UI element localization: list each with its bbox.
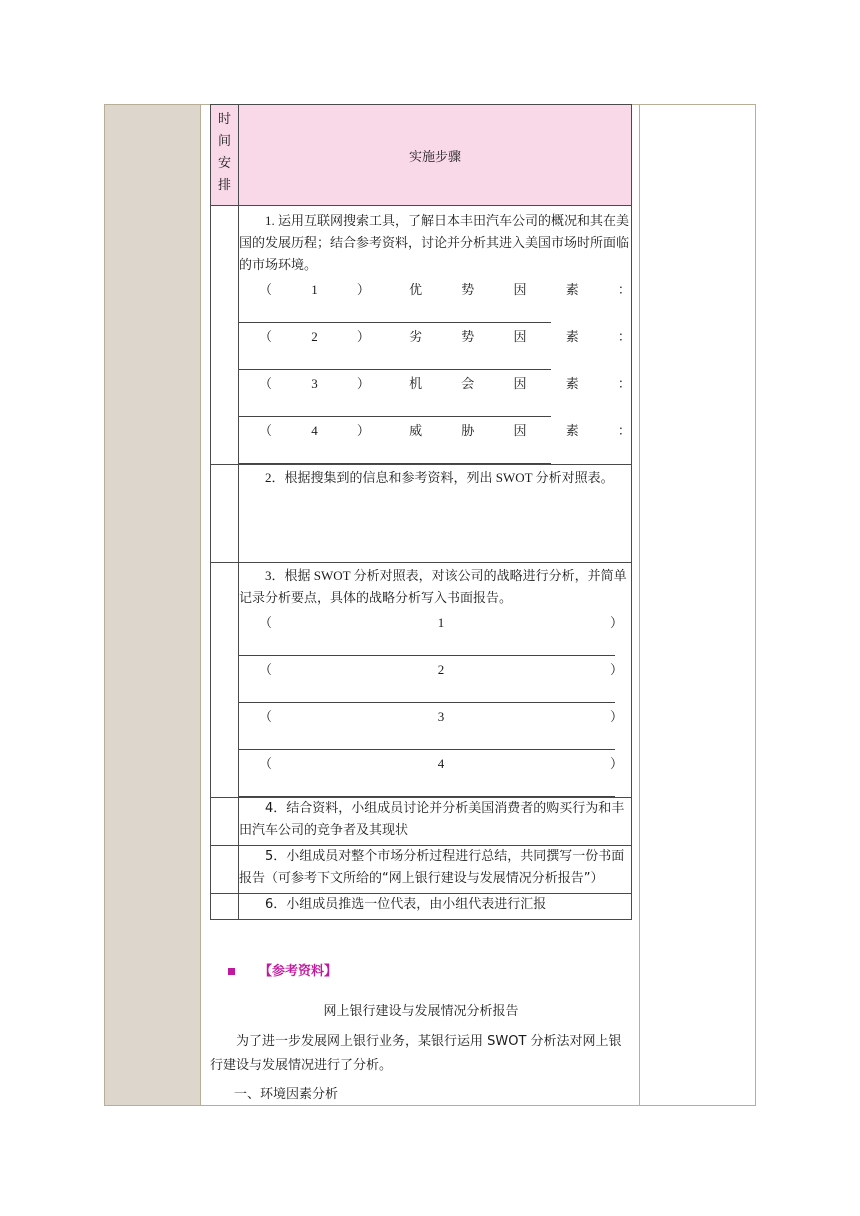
report-intro-paragraph: 为了进一步发展网上银行业务，某银行运用 SWOT 分析法对网上银行建设与发展情况进行了分析。 [210,1034,622,1073]
answer-line[interactable] [239,729,615,750]
step-1-item: （ 1 ） 优 势 因 素 ： [239,278,631,323]
answer-line[interactable] [239,682,615,703]
step-1-item: （ 3 ） 机 会 因 素 ： [239,372,631,417]
step-4-cell: 4．结合资料，小组成员讨论并分析美国消费者的购买行为和丰田汽车公司的竞争者及其现状 [239,798,632,846]
steps-header: 实施步骤 [239,105,632,206]
answer-line[interactable] [239,349,551,370]
table-row [211,465,632,563]
steps-table-wrapper [210,104,632,920]
reference-heading: 【参考资料】 [228,960,337,979]
table-row [211,894,632,920]
table-header-row [211,105,632,206]
step-1-cell [239,206,632,465]
report-title: 网上银行建设与发展情况分析报告 [323,1004,519,1019]
step-3-item: （ 4 ） [239,752,631,797]
step-3-item: （ 1 ） [239,611,631,656]
time-header: 时 间 安 排 [211,105,239,206]
right-column-divider [639,104,640,1106]
step-6-cell: 6．小组成员推选一位代表，由小组代表进行汇报 [239,894,632,920]
answer-line[interactable] [239,302,551,323]
step-2-cell: 2．根据搜集到的信息和参考资料，列出 SWOT 分析对照表。 [239,465,632,563]
steps-table [210,104,632,920]
section-heading: 一、环境因素分析 [234,1087,339,1102]
table-row [211,206,632,465]
answer-line[interactable] [239,396,551,417]
step-3-item: （ 3 ） [239,705,631,750]
square-bullet-icon [228,968,235,975]
step-5-cell: 5．小组成员对整个市场分析过程进行总结，共同撰写一份书面报告（可参考下文所给的“网上银行建设与发展情况分析报告”） [239,846,632,894]
table-row [211,846,632,894]
answer-line[interactable] [239,443,551,464]
answer-line[interactable] [239,635,615,656]
step-1-item: （ 2 ） 劣 势 因 素 ： [239,325,631,370]
answer-line[interactable] [239,776,615,797]
table-row [211,798,632,846]
step-1-text: 1. 运用互联网搜索工具，了解日本丰田汽车公司的概况和其在美国的发展历程；结合参考资料，讨论并分析其进入美国市场时所面临的市场环境。 [239,213,630,272]
step-1-item: （ 4 ） 威 胁 因 素 ： [239,419,631,464]
step-3-cell: 3．根据 SWOT 分析对照表，对该公司的战略进行分析，并简单记录分析要点，具体的战略分析写入书面报告。 （ 1 ） （ 2 ） （ 3 ） （ 4 ） [239,563,632,798]
step-3-item: （ 2 ） [239,658,631,703]
table-row [211,563,632,798]
